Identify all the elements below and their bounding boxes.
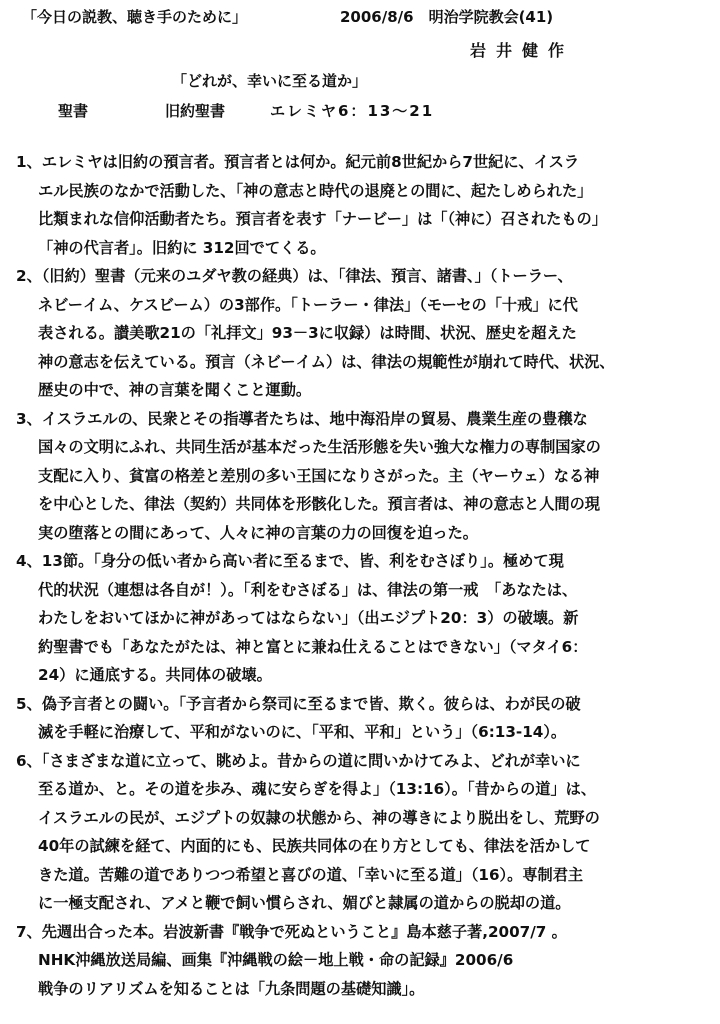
paragraph-line: 比類まれな信仰活動者たち。預言者を表す「ナービー」は「（神に）召されたもの」 xyxy=(38,210,607,228)
paragraph-5 xyxy=(16,690,720,747)
paragraph-line: イスラエルの民が、エジプトの奴隷の状態から、神の導きにより脱出をし、荒野の xyxy=(38,808,600,827)
paragraph-line: 7、先週出合った本。岩波新書『戦争で死ぬということ』島本慈子著,2007/7 。 xyxy=(16,922,567,941)
paragraph-line: わたしをおいてほかに神があってはならない」（出エジプト20：3）の破壊。新 xyxy=(38,609,579,627)
paragraph-line: 3、イスラエルの、民衆とその指導者たちは、地中海沿岸の貿易、農業生産の豊穣な xyxy=(16,409,588,428)
paragraph-line: 戦争のリアリズムを知ることは「九条問題の基礎知識」。 xyxy=(38,979,425,998)
paragraph-line: 24）に通底する。共同体の破壊。 xyxy=(38,666,272,684)
paragraph-line: 1、エレミヤは旧約の預言者。預言者とは何か。紀元前8世紀から7世紀に、イスラ xyxy=(16,153,580,171)
scripture-label: 聖書 xyxy=(58,102,89,120)
author-name: 岩井健作 xyxy=(470,41,575,60)
paragraph-line: きた道。苦難の道でありつつ希望と喜びの道、「幸いに至る道」（16）。専制君主 xyxy=(38,865,584,884)
paragraph-line: 「神の代言者」。旧約に 312回でてくる。 xyxy=(38,238,326,257)
paragraph-line: 4、13節。「身分の低い者から高い者に至るまで、皆、利をむさぼり」。極めて現 xyxy=(16,552,564,570)
paragraph-line: に一極支配され、アメと鞭で飼い慣らされ、媚びと隷属の道からの脱却の道。 xyxy=(38,894,571,912)
paragraph-line: 表される。讃美歌21の「礼拝文」93－3に収録）は時間、状況、歴史を超えた xyxy=(38,324,577,342)
paragraph-line: 5、偽予言者との闘い。「予言者から祭司に至るまで皆、欺く。彼らは、わが民の破 xyxy=(16,694,581,713)
paragraph-3 xyxy=(16,405,720,548)
paragraph-line: 滅を手軽に治療して、平和がないのに、「平和、平和」という」（6:13-14）。 xyxy=(38,723,567,741)
paragraph-line: 国々の文明にふれ、共同生活が基本だった生活形態を失い強大な権力の専制国家の xyxy=(38,438,601,456)
paragraph-2 xyxy=(16,262,720,405)
paragraph-line: 神の意志を伝えている。預言（ネビーイム）は、律法の規範性が崩れて時代、状況、 xyxy=(38,352,615,371)
paragraph-line: 6、「さまざまな道に立って、眺めよ。昔からの道に問いかけてみよ、どれが幸いに xyxy=(16,751,581,770)
header-date-church: 2006/8/6 明治学院教会(41) xyxy=(340,8,554,26)
scripture-book: 旧約聖書 xyxy=(165,102,226,120)
scripture-reference: エレミヤ6：13～21 xyxy=(270,102,435,120)
paragraph-1 xyxy=(16,148,720,262)
paragraph-line: 支配に入り、貧富の格差と差別の多い王国になりさがった。主（ヤーウェ）なる神 xyxy=(38,466,600,485)
paragraph-line: NHK沖縄放送局編、画集『沖縄戦の絵－地上戦・命の記録』2006/6 xyxy=(38,951,514,969)
paragraph-4 xyxy=(16,547,720,690)
paragraph-6 xyxy=(16,747,720,918)
paragraph-line: 至る道か、と。その道を歩み、魂に安らぎを得よ」（13:16）。「昔からの道」は、 xyxy=(38,780,597,798)
paragraph-line: 実の堕落との間にあって、人々に神の言葉の力の回復を迫った。 xyxy=(38,523,478,542)
header-series-title: 「今日の説教、聴き手のために」 xyxy=(22,8,248,26)
paragraph-line: 40年の試練を経て、内面的にも、民族共同体の在り方としても、律法を活かして xyxy=(38,837,591,855)
paragraph-line: 代的状況（連想は各自が！）。「利をむさぼる」は、律法の第一戒 「あなたは、 xyxy=(38,580,578,599)
sermon-title: 「どれが、幸いに至る道か」 xyxy=(172,72,368,90)
paragraph-line: ネビーイム、ケスビーム）の3部作。「トーラー・律法」（モーセの「十戒」に代 xyxy=(38,295,578,314)
paragraph-line: を中心とした、律法（契約）共同体を形骸化した。預言者は、神の意志と人間の現 xyxy=(38,495,600,513)
sermon-body xyxy=(16,148,720,1003)
paragraph-line: 歴史の中で、神の言葉を聞くこと運動。 xyxy=(38,381,312,399)
paragraph-line: 2、（旧約）聖書（元来のユダヤ教の経典）は、「律法、預言、諸書、」（トーラー、 xyxy=(16,267,573,285)
paragraph-7 xyxy=(16,918,720,1004)
paragraph-line: 約聖書でも「あなたがたは、神と富とに兼ね仕えることはできない」（マタイ6： xyxy=(38,637,588,656)
paragraph-line: エル民族のなかで活動した、「神の意志と時代の退廃との間に、起たしめられた」 xyxy=(38,181,593,200)
